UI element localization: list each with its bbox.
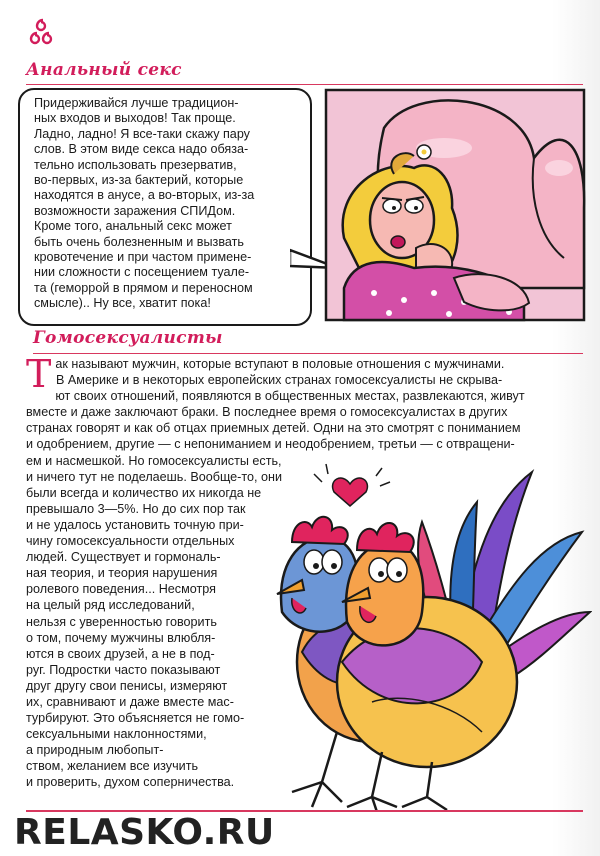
section-heading-gay: Гомосексуалисты (33, 328, 223, 348)
bubble-text (34, 96, 306, 312)
bubble-paragraph: Придерживайся лучше традицион- ных входов и выходов! Так проще. (34, 96, 239, 126)
site-watermark: RELASKO.RU (14, 812, 275, 853)
bubble-paragraph: Кроме того, анальный секс может быть очень болезненным и вызвать кровотечение и при частом примене- нии сложности с посещением туале- та (геморрой в прямом и переносном смысле).. Ну все, хватит пока! (34, 219, 253, 311)
drop-cap: Т (26, 352, 52, 396)
section-heading-anal: Анальный секс (26, 60, 182, 80)
bubble-paragraph: Ладно, ладно! Я все-таки скажу пару слов. В этом виде секса надо обяза- тельно использовать презерватив, во-первых, из-за бактерий, которые находятся в анусе, а во-вторых, из-за возможности заражения СПИДом. (34, 126, 255, 218)
speech-bubble (18, 88, 312, 326)
heart-icon (333, 478, 368, 506)
woman-cartoon-illustration (324, 88, 586, 322)
heading-divider (33, 353, 583, 354)
article-body: Т ак называют мужчин, которые вступают в половые отношения с мужчинами. В Америке и в некоторых европейских странах гомосексуалисты не скрыва- ют своих отношений, появляются в общественных местах, развлекаются, живут вместе и даже заключают браки. В последнее время о гомосексуалистах в других странах говорят и как об отцах приемных детей. Одни на это смотрят с пониманием и одобрением, другие — с непониманием и неодобрением, третьи — с отвращени- ем и насмешкой. Но гомосексуалисты есть, и ничего тут не поделаешь. Вообще-то, они были всегда и количество их никогда не превышало 3—5%. Но до сих пор так и не удалось установить точную при- чину гомосексуальности отдельных людей. Существует и гормональ- ная теория, и теория нарушения ролевого поведения... Несмотря на целый ряд исследований, нельзя с уверенностью говорить о том, почему мужчины влюбля- ются в своих друзей, а не в под- руг. Подростки часто показывают друг другу свои пенисы, измеряют их, сравнивают и даже вместе мас- турбируют. Это объясняется не гомо- сексуальными наклонностями, а природным любопыт- ством, желанием все изучить и проверить, духом соперничества. (26, 352, 525, 790)
roosters-cartoon-illustration (262, 462, 592, 812)
heading-divider (26, 84, 583, 85)
spiral-ornament-icon (26, 14, 56, 50)
